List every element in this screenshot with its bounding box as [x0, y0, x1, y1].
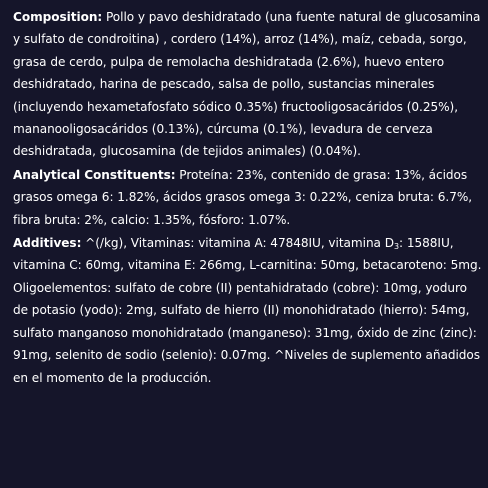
analytical-constituents-label: Analytical Constituents: [13, 167, 176, 182]
composition-text: Pollo y pavo deshidratado (una fuente natural de glucosamina y sulfato de condroitina) , cordero (14%), arroz (14%), maíz, cebada, sorgo, grasa de cerdo, pulpa de remolacha deshidratada (2.6%), huevo entero deshidratado, harina de pescado, salsa de pollo, sustancias minerales (incluyendo hexametafosfato sódico 0.35%) fructooligosacáridos (0.25%), mananooligosacáridos (0.13%), cúrcuma (0.1%), levadura de cerveza deshidratada, glucosamina (de tejidos animales) (0.04%). [13, 10, 481, 159]
additives-section [13, 232, 484, 389]
composition-label: Composition: [13, 10, 103, 24]
analytical-constituents-section [13, 164, 484, 231]
additives-text-part-b: : 1588IU, vitamina C: 60mg, vitamina E: 266mg, L-carnitina: 50mg, betacaroteno: 5mg. Oligoelementos: sulfato de cobre (II) pentahidratado (cobre): 10mg, yoduro de potasio (yodo): 2mg, sulfato de hierro (II) monohidratado (hierro): 54mg, sulfato manganoso monohidratado (manganeso): 31mg, óxido de zinc (zinc): 91mg, selenito de sodio (selenio): 0.07mg. ^Niveles de suplemento añadidos en el momento de la producción. [13, 236, 482, 385]
analytical-constituents-text: Proteína: 23%, contenido de grasa: 13%, ácidos grasos omega 6: 1.82%, ácidos grasos omega 3: 0.22%, ceniza bruta: 6.7%, fibra bruta: 2%, calcio: 1.35%, fósforo: 1.07%. [13, 167, 473, 227]
additives-label: Additives: [13, 236, 82, 251]
composition-section [13, 6, 484, 163]
additives-text-part-a: ^(/kg), Vitaminas: vitamina A: 47848IU, vitamina D [81, 236, 394, 251]
vitamin-d-subscript: 3 [393, 242, 400, 252]
